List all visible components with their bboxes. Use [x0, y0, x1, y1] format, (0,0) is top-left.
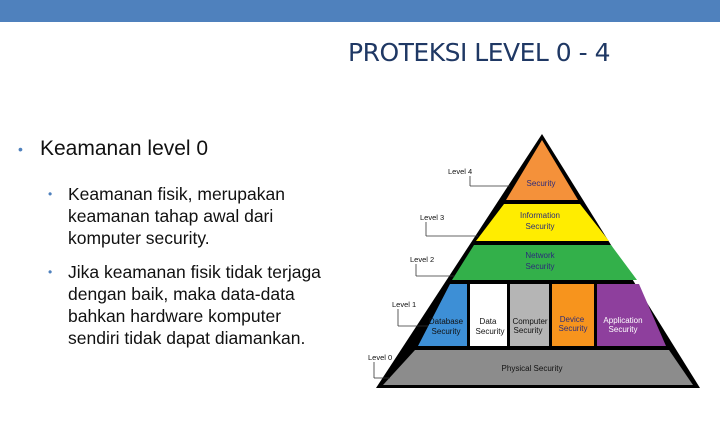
label-level1: Level 1 — [392, 300, 417, 309]
top-accent-bar — [0, 0, 720, 22]
slide-title: PROTEKSI LEVEL 0 - 4 — [348, 38, 610, 67]
sub-bullet-2 — [48, 261, 328, 349]
bullet-dot-icon: • — [48, 265, 53, 279]
computer-text-1: Computer — [512, 317, 548, 326]
security-pyramid-diagram — [360, 130, 716, 395]
label-level3: Level 3 — [420, 213, 445, 222]
sub-bullet-2-text: Jika keamanan fisik tidak terjaga dengan baik, maka data-data bahkan hardware komputer sendiri tidak dapat diamankan. — [68, 262, 321, 348]
level1-data-block — [470, 284, 507, 346]
label-level4: Level 4 — [448, 167, 473, 176]
data-text-2: Security — [475, 327, 505, 336]
level3-text-2: Security — [525, 222, 555, 231]
bullet-dot-icon: • — [18, 141, 23, 157]
label-level0: Level 0 — [368, 353, 393, 362]
level0-text: Physical Security — [501, 364, 563, 373]
level3-text-1: Information — [519, 211, 561, 220]
application-text-1: Application — [603, 316, 643, 325]
database-text-1: Database — [428, 317, 464, 326]
level1-computer-block — [510, 284, 549, 346]
bullet-dot-icon: • — [48, 187, 53, 201]
device-text-1: Device — [559, 315, 585, 324]
sub-bullet-1 — [48, 183, 328, 249]
application-text-2: Security — [608, 325, 638, 334]
bullet-main — [18, 136, 338, 161]
database-text-2: Security — [431, 327, 461, 336]
level1-application-block — [597, 284, 666, 346]
device-text-2: Security — [558, 324, 588, 333]
label-level2: Level 2 — [410, 255, 435, 264]
level2-text-2: Security — [525, 262, 555, 271]
level4-text: Security — [526, 179, 556, 188]
data-text-1: Data — [479, 317, 497, 326]
level4-block — [506, 140, 578, 200]
bullet-main-text: Keamanan level 0 — [40, 137, 209, 160]
bullet-list — [18, 136, 338, 361]
level2-text-1: Network — [525, 251, 555, 260]
computer-text-2: Security — [513, 326, 543, 335]
sub-bullet-1-text: Keamanan fisik, merupakan keamanan tahap awal dari komputer security. — [68, 184, 285, 248]
